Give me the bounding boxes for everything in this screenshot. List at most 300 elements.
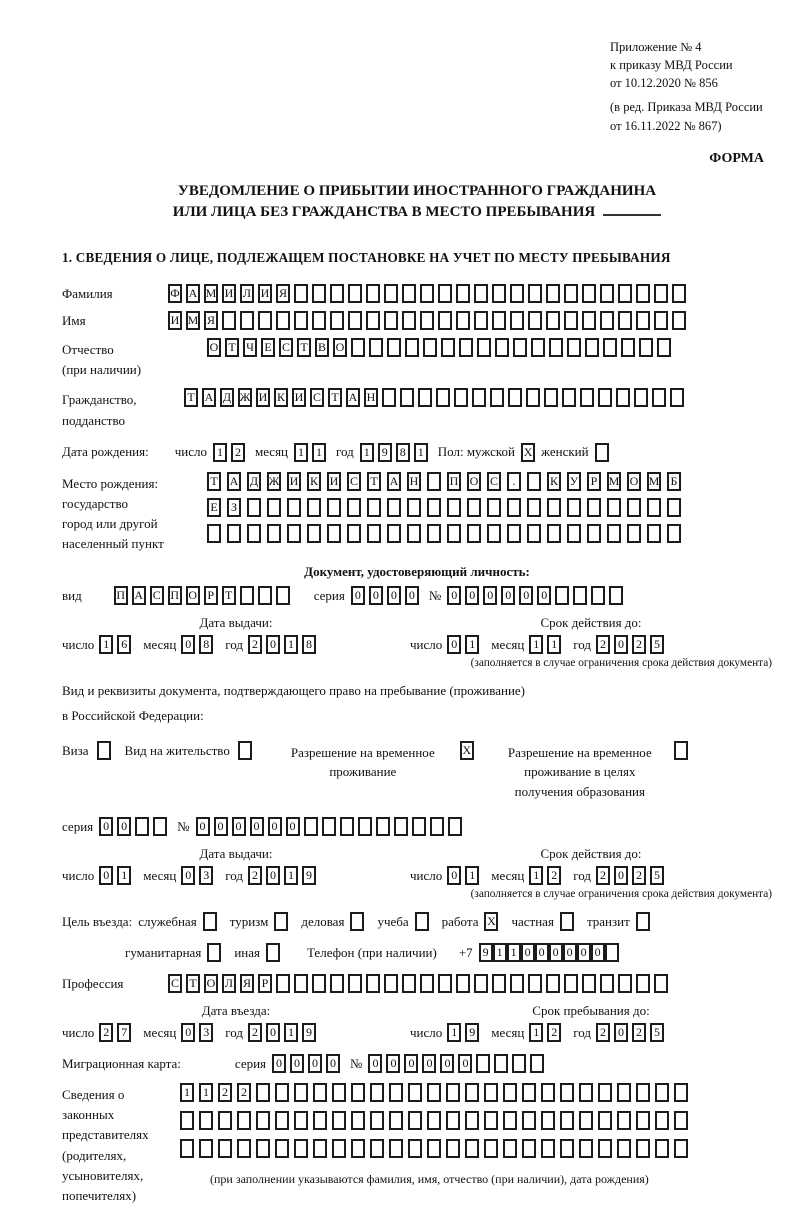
- char-cell[interactable]: 0: [99, 817, 113, 836]
- char-cell[interactable]: [307, 524, 321, 543]
- char-cell[interactable]: [657, 338, 671, 357]
- char-cell[interactable]: [531, 338, 545, 357]
- char-cell[interactable]: [347, 498, 361, 517]
- char-cell[interactable]: [527, 472, 541, 491]
- char-cell[interactable]: 0: [537, 586, 551, 605]
- char-cell[interactable]: [546, 974, 560, 993]
- char-cell[interactable]: [408, 1139, 422, 1158]
- char-cell[interactable]: [636, 974, 650, 993]
- char-cell[interactable]: [598, 1139, 612, 1158]
- char-cell[interactable]: 1: [465, 866, 479, 885]
- char-cell[interactable]: [408, 1083, 422, 1102]
- char-cell[interactable]: [573, 586, 587, 605]
- char-cell[interactable]: 1: [493, 943, 507, 962]
- char-cell[interactable]: [287, 498, 301, 517]
- char-cell[interactable]: И: [287, 472, 301, 491]
- char-cell[interactable]: 6: [117, 635, 131, 654]
- char-cell[interactable]: [674, 1139, 688, 1158]
- char-cell[interactable]: М: [647, 472, 661, 491]
- char-cell[interactable]: [327, 524, 341, 543]
- char-cell[interactable]: [446, 1139, 460, 1158]
- char-cell[interactable]: [313, 1139, 327, 1158]
- char-cell[interactable]: [674, 1083, 688, 1102]
- char-cell[interactable]: А: [387, 472, 401, 491]
- char-cell[interactable]: [541, 1111, 555, 1130]
- char-cell[interactable]: [544, 388, 558, 407]
- char-cell[interactable]: [438, 284, 452, 303]
- char-cell[interactable]: П: [168, 586, 182, 605]
- char-cell[interactable]: Я: [276, 284, 290, 303]
- char-cell[interactable]: [474, 974, 488, 993]
- char-cell[interactable]: П: [447, 472, 461, 491]
- char-cell[interactable]: Р: [204, 586, 218, 605]
- char-cell[interactable]: [598, 1111, 612, 1130]
- char-cell[interactable]: О: [207, 338, 221, 357]
- char-cell[interactable]: [218, 1139, 232, 1158]
- char-cell[interactable]: 3: [199, 866, 213, 885]
- char-cell[interactable]: [423, 338, 437, 357]
- char-cell[interactable]: [621, 338, 635, 357]
- char-cell[interactable]: О: [204, 974, 218, 993]
- char-cell[interactable]: Е: [207, 498, 221, 517]
- char-cell[interactable]: 2: [596, 866, 610, 885]
- char-cell[interactable]: [276, 974, 290, 993]
- char-cell[interactable]: [670, 388, 684, 407]
- char-cell[interactable]: 0: [286, 817, 300, 836]
- char-cell[interactable]: 0: [266, 866, 280, 885]
- char-cell[interactable]: [366, 311, 380, 330]
- char-cell[interactable]: 0: [290, 1054, 304, 1073]
- char-cell[interactable]: [389, 1111, 403, 1130]
- char-cell[interactable]: 0: [447, 866, 461, 885]
- purpose-other-checkbox[interactable]: [266, 943, 280, 962]
- char-cell[interactable]: [564, 974, 578, 993]
- char-cell[interactable]: 0: [232, 817, 246, 836]
- char-cell[interactable]: [582, 284, 596, 303]
- char-cell[interactable]: М: [186, 311, 200, 330]
- char-cell[interactable]: Т: [367, 472, 381, 491]
- char-cell[interactable]: [547, 524, 561, 543]
- char-cell[interactable]: [407, 498, 421, 517]
- char-cell[interactable]: [294, 1111, 308, 1130]
- temp-residence-edu-checkbox[interactable]: [674, 741, 688, 760]
- char-cell[interactable]: [312, 284, 326, 303]
- char-cell[interactable]: 0: [404, 1054, 418, 1073]
- char-cell[interactable]: [351, 1111, 365, 1130]
- char-cell[interactable]: [655, 1111, 669, 1130]
- char-cell[interactable]: [579, 1139, 593, 1158]
- char-cell[interactable]: [636, 311, 650, 330]
- char-cell[interactable]: 1: [507, 943, 521, 962]
- char-cell[interactable]: [598, 388, 612, 407]
- char-cell[interactable]: [477, 338, 491, 357]
- char-cell[interactable]: [510, 974, 524, 993]
- char-cell[interactable]: [389, 1139, 403, 1158]
- char-cell[interactable]: 2: [632, 1023, 646, 1042]
- char-cell[interactable]: [332, 1083, 346, 1102]
- char-cell[interactable]: [276, 586, 290, 605]
- char-cell[interactable]: 1: [414, 443, 428, 462]
- char-cell[interactable]: [387, 498, 401, 517]
- char-cell[interactable]: [456, 311, 470, 330]
- char-cell[interactable]: 0: [614, 866, 628, 885]
- char-cell[interactable]: [654, 284, 668, 303]
- char-cell[interactable]: [369, 338, 383, 357]
- char-cell[interactable]: [367, 524, 381, 543]
- sex-female-checkbox[interactable]: [595, 443, 609, 462]
- char-cell[interactable]: [567, 498, 581, 517]
- char-cell[interactable]: [304, 817, 318, 836]
- char-cell[interactable]: [528, 974, 542, 993]
- char-cell[interactable]: [348, 311, 362, 330]
- char-cell[interactable]: 0: [447, 635, 461, 654]
- char-cell[interactable]: [199, 1111, 213, 1130]
- char-cell[interactable]: [199, 1139, 213, 1158]
- char-cell[interactable]: [294, 974, 308, 993]
- char-cell[interactable]: [527, 498, 541, 517]
- char-cell[interactable]: И: [222, 284, 236, 303]
- char-cell[interactable]: 0: [369, 586, 383, 605]
- char-cell[interactable]: Л: [222, 974, 236, 993]
- char-cell[interactable]: [627, 498, 641, 517]
- char-cell[interactable]: К: [274, 388, 288, 407]
- char-cell[interactable]: 0: [577, 943, 591, 962]
- char-cell[interactable]: [247, 498, 261, 517]
- char-cell[interactable]: 0: [181, 1023, 195, 1042]
- char-cell[interactable]: [560, 1111, 574, 1130]
- char-cell[interactable]: [564, 284, 578, 303]
- char-cell[interactable]: [427, 524, 441, 543]
- char-cell[interactable]: [207, 524, 221, 543]
- char-cell[interactable]: 1: [447, 1023, 461, 1042]
- char-cell[interactable]: [474, 311, 488, 330]
- char-cell[interactable]: 5: [650, 1023, 664, 1042]
- char-cell[interactable]: [492, 311, 506, 330]
- char-cell[interactable]: М: [607, 472, 621, 491]
- char-cell[interactable]: [562, 388, 576, 407]
- char-cell[interactable]: 2: [596, 1023, 610, 1042]
- char-cell[interactable]: 0: [483, 586, 497, 605]
- char-cell[interactable]: [607, 524, 621, 543]
- char-cell[interactable]: [474, 284, 488, 303]
- char-cell[interactable]: 0: [272, 1054, 286, 1073]
- char-cell[interactable]: [376, 817, 390, 836]
- char-cell[interactable]: [487, 498, 501, 517]
- char-cell[interactable]: [579, 1083, 593, 1102]
- char-cell[interactable]: [567, 338, 581, 357]
- char-cell[interactable]: [528, 311, 542, 330]
- char-cell[interactable]: [446, 1083, 460, 1102]
- char-cell[interactable]: 0: [501, 586, 515, 605]
- char-cell[interactable]: 1: [529, 1023, 543, 1042]
- char-cell[interactable]: [465, 1083, 479, 1102]
- char-cell[interactable]: 0: [351, 586, 365, 605]
- char-cell[interactable]: А: [202, 388, 216, 407]
- char-cell[interactable]: [618, 284, 632, 303]
- char-cell[interactable]: [639, 338, 653, 357]
- char-cell[interactable]: [327, 498, 341, 517]
- char-cell[interactable]: [240, 586, 254, 605]
- char-cell[interactable]: [332, 1139, 346, 1158]
- char-cell[interactable]: [218, 1111, 232, 1130]
- char-cell[interactable]: [605, 943, 619, 962]
- char-cell[interactable]: [408, 1111, 422, 1130]
- char-cell[interactable]: [609, 586, 623, 605]
- char-cell[interactable]: [275, 1139, 289, 1158]
- purpose-commercial-checkbox[interactable]: [350, 912, 364, 931]
- char-cell[interactable]: [560, 1083, 574, 1102]
- char-cell[interactable]: 0: [326, 1054, 340, 1073]
- char-cell[interactable]: [276, 311, 290, 330]
- char-cell[interactable]: И: [258, 284, 272, 303]
- char-cell[interactable]: [636, 1139, 650, 1158]
- char-cell[interactable]: [366, 974, 380, 993]
- char-cell[interactable]: 1: [465, 635, 479, 654]
- char-cell[interactable]: [387, 338, 401, 357]
- char-cell[interactable]: [348, 974, 362, 993]
- char-cell[interactable]: [527, 524, 541, 543]
- char-cell[interactable]: [384, 311, 398, 330]
- char-cell[interactable]: 1: [199, 1083, 213, 1102]
- char-cell[interactable]: [447, 524, 461, 543]
- char-cell[interactable]: [510, 311, 524, 330]
- char-cell[interactable]: [180, 1139, 194, 1158]
- char-cell[interactable]: [348, 284, 362, 303]
- char-cell[interactable]: С: [347, 472, 361, 491]
- char-cell[interactable]: У: [567, 472, 581, 491]
- char-cell[interactable]: 3: [199, 1023, 213, 1042]
- char-cell[interactable]: [655, 1139, 669, 1158]
- char-cell[interactable]: [420, 311, 434, 330]
- char-cell[interactable]: [370, 1139, 384, 1158]
- char-cell[interactable]: [617, 1111, 631, 1130]
- char-cell[interactable]: И: [327, 472, 341, 491]
- char-cell[interactable]: 1: [180, 1083, 194, 1102]
- char-cell[interactable]: [322, 817, 336, 836]
- char-cell[interactable]: 9: [378, 443, 392, 462]
- char-cell[interactable]: И: [256, 388, 270, 407]
- char-cell[interactable]: 2: [547, 1023, 561, 1042]
- char-cell[interactable]: [587, 498, 601, 517]
- char-cell[interactable]: [402, 284, 416, 303]
- char-cell[interactable]: 8: [302, 635, 316, 654]
- char-cell[interactable]: 1: [312, 443, 326, 462]
- char-cell[interactable]: [549, 338, 563, 357]
- char-cell[interactable]: [412, 817, 426, 836]
- char-cell[interactable]: О: [627, 472, 641, 491]
- char-cell[interactable]: [476, 1054, 490, 1073]
- char-cell[interactable]: [402, 974, 416, 993]
- char-cell[interactable]: [522, 1111, 536, 1130]
- char-cell[interactable]: 1: [360, 443, 374, 462]
- char-cell[interactable]: 2: [248, 635, 262, 654]
- char-cell[interactable]: [358, 817, 372, 836]
- char-cell[interactable]: 2: [547, 866, 561, 885]
- char-cell[interactable]: [579, 1111, 593, 1130]
- char-cell[interactable]: [275, 1111, 289, 1130]
- char-cell[interactable]: 2: [632, 635, 646, 654]
- char-cell[interactable]: [456, 974, 470, 993]
- char-cell[interactable]: [522, 1083, 536, 1102]
- char-cell[interactable]: [247, 524, 261, 543]
- char-cell[interactable]: 2: [99, 1023, 113, 1042]
- char-cell[interactable]: 0: [196, 817, 210, 836]
- char-cell[interactable]: [384, 284, 398, 303]
- char-cell[interactable]: [472, 388, 486, 407]
- char-cell[interactable]: Ж: [267, 472, 281, 491]
- char-cell[interactable]: [258, 311, 272, 330]
- char-cell[interactable]: 0: [387, 586, 401, 605]
- char-cell[interactable]: К: [547, 472, 561, 491]
- char-cell[interactable]: О: [333, 338, 347, 357]
- char-cell[interactable]: [546, 311, 560, 330]
- char-cell[interactable]: [405, 338, 419, 357]
- char-cell[interactable]: [484, 1139, 498, 1158]
- char-cell[interactable]: [503, 1139, 517, 1158]
- char-cell[interactable]: [507, 498, 521, 517]
- char-cell[interactable]: [313, 1083, 327, 1102]
- char-cell[interactable]: [366, 284, 380, 303]
- char-cell[interactable]: [447, 498, 461, 517]
- char-cell[interactable]: Д: [220, 388, 234, 407]
- char-cell[interactable]: [448, 817, 462, 836]
- char-cell[interactable]: [591, 586, 605, 605]
- visa-checkbox[interactable]: [97, 741, 111, 760]
- char-cell[interactable]: [618, 974, 632, 993]
- char-cell[interactable]: [495, 338, 509, 357]
- char-cell[interactable]: [600, 311, 614, 330]
- char-cell[interactable]: [275, 1083, 289, 1102]
- char-cell[interactable]: 1: [284, 866, 298, 885]
- char-cell[interactable]: [267, 498, 281, 517]
- char-cell[interactable]: Д: [247, 472, 261, 491]
- char-cell[interactable]: [652, 388, 666, 407]
- char-cell[interactable]: [420, 284, 434, 303]
- char-cell[interactable]: 0: [535, 943, 549, 962]
- char-cell[interactable]: [153, 817, 167, 836]
- char-cell[interactable]: Н: [407, 472, 421, 491]
- char-cell[interactable]: [494, 1054, 508, 1073]
- char-cell[interactable]: [427, 1139, 441, 1158]
- char-cell[interactable]: [503, 1083, 517, 1102]
- char-cell[interactable]: [600, 284, 614, 303]
- char-cell[interactable]: [351, 338, 365, 357]
- char-cell[interactable]: Е: [261, 338, 275, 357]
- char-cell[interactable]: А: [186, 284, 200, 303]
- char-cell[interactable]: 2: [632, 866, 646, 885]
- char-cell[interactable]: 9: [479, 943, 493, 962]
- char-cell[interactable]: [427, 1111, 441, 1130]
- char-cell[interactable]: [240, 311, 254, 330]
- char-cell[interactable]: [567, 524, 581, 543]
- char-cell[interactable]: [618, 311, 632, 330]
- char-cell[interactable]: [394, 817, 408, 836]
- char-cell[interactable]: М: [204, 284, 218, 303]
- char-cell[interactable]: [330, 974, 344, 993]
- char-cell[interactable]: И: [292, 388, 306, 407]
- char-cell[interactable]: [459, 338, 473, 357]
- char-cell[interactable]: [294, 311, 308, 330]
- char-cell[interactable]: [503, 1111, 517, 1130]
- char-cell[interactable]: [647, 498, 661, 517]
- char-cell[interactable]: [636, 1083, 650, 1102]
- char-cell[interactable]: 1: [547, 635, 561, 654]
- char-cell[interactable]: Р: [587, 472, 601, 491]
- char-cell[interactable]: [654, 311, 668, 330]
- purpose-transit-checkbox[interactable]: [636, 912, 650, 931]
- purpose-humanitarian-checkbox[interactable]: [207, 943, 221, 962]
- char-cell[interactable]: [312, 311, 326, 330]
- char-cell[interactable]: А: [227, 472, 241, 491]
- char-cell[interactable]: 2: [248, 866, 262, 885]
- char-cell[interactable]: [454, 388, 468, 407]
- char-cell[interactable]: [467, 498, 481, 517]
- char-cell[interactable]: [484, 1111, 498, 1130]
- char-cell[interactable]: К: [307, 472, 321, 491]
- char-cell[interactable]: И: [168, 311, 182, 330]
- char-cell[interactable]: 1: [213, 443, 227, 462]
- char-cell[interactable]: [384, 974, 398, 993]
- char-cell[interactable]: 9: [302, 1023, 316, 1042]
- char-cell[interactable]: [507, 524, 521, 543]
- char-cell[interactable]: [616, 388, 630, 407]
- residence-permit-checkbox[interactable]: [238, 741, 252, 760]
- char-cell[interactable]: [526, 388, 540, 407]
- char-cell[interactable]: [530, 1054, 544, 1073]
- char-cell[interactable]: 0: [591, 943, 605, 962]
- char-cell[interactable]: 0: [386, 1054, 400, 1073]
- char-cell[interactable]: А: [132, 586, 146, 605]
- char-cell[interactable]: 1: [284, 635, 298, 654]
- char-cell[interactable]: 0: [614, 635, 628, 654]
- char-cell[interactable]: [647, 524, 661, 543]
- char-cell[interactable]: В: [315, 338, 329, 357]
- char-cell[interactable]: 1: [284, 1023, 298, 1042]
- char-cell[interactable]: [585, 338, 599, 357]
- char-cell[interactable]: Я: [204, 311, 218, 330]
- char-cell[interactable]: [402, 311, 416, 330]
- char-cell[interactable]: 0: [614, 1023, 628, 1042]
- char-cell[interactable]: 0: [422, 1054, 436, 1073]
- char-cell[interactable]: Л: [240, 284, 254, 303]
- char-cell[interactable]: [180, 1111, 194, 1130]
- char-cell[interactable]: 0: [447, 586, 461, 605]
- char-cell[interactable]: 0: [266, 1023, 280, 1042]
- char-cell[interactable]: С: [279, 338, 293, 357]
- char-cell[interactable]: 0: [181, 866, 195, 885]
- char-cell[interactable]: [547, 498, 561, 517]
- char-cell[interactable]: [222, 311, 236, 330]
- purpose-business-checkbox[interactable]: [203, 912, 217, 931]
- char-cell[interactable]: [407, 524, 421, 543]
- char-cell[interactable]: [603, 338, 617, 357]
- char-cell[interactable]: 0: [563, 943, 577, 962]
- char-cell[interactable]: [487, 524, 501, 543]
- char-cell[interactable]: [587, 524, 601, 543]
- char-cell[interactable]: [427, 472, 441, 491]
- char-cell[interactable]: [627, 524, 641, 543]
- char-cell[interactable]: [522, 1139, 536, 1158]
- char-cell[interactable]: [582, 311, 596, 330]
- char-cell[interactable]: [672, 311, 686, 330]
- char-cell[interactable]: 0: [405, 586, 419, 605]
- char-cell[interactable]: 0: [308, 1054, 322, 1073]
- char-cell[interactable]: 1: [99, 635, 113, 654]
- char-cell[interactable]: Ж: [238, 388, 252, 407]
- char-cell[interactable]: 9: [302, 866, 316, 885]
- char-cell[interactable]: Т: [297, 338, 311, 357]
- char-cell[interactable]: 0: [368, 1054, 382, 1073]
